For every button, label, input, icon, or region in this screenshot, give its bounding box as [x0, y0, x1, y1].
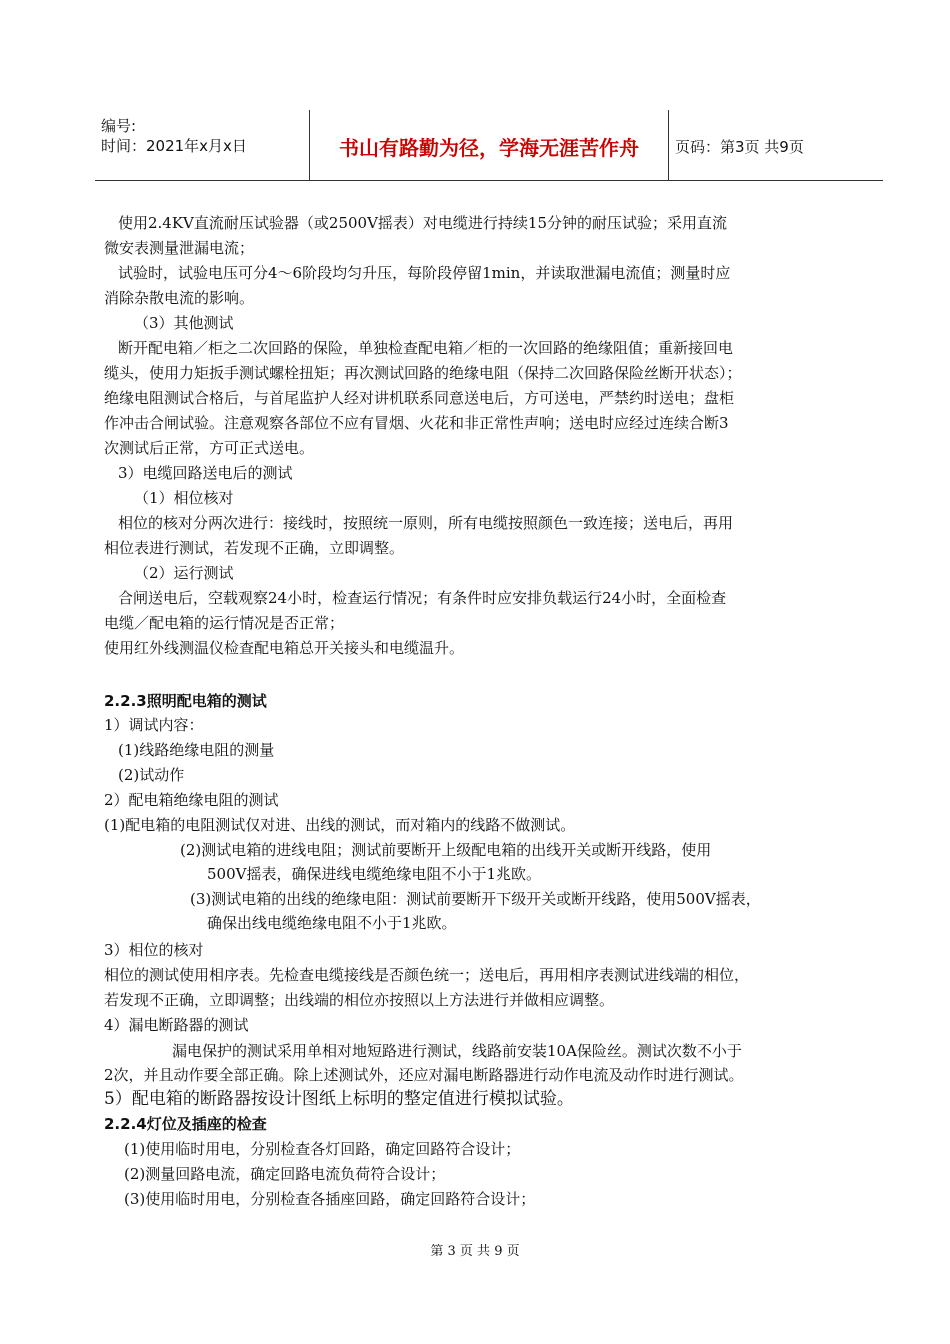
header-divider — [668, 110, 669, 180]
paragraph-line: 5）配电箱的断路器按设计图纸上标明的整定值进行模拟试验。 — [104, 1089, 574, 1109]
paragraph-line: 断开配电箱／柜之二次回路的保险，单独检查配电箱／柜的一次回路的绝缘阻值；重新接回电 — [118, 339, 734, 357]
paragraph-line: 若发现不正确，立即调整；出线端的相位亦按照以上方法进行并做相应调整。 — [104, 991, 615, 1009]
subheading: （2）运行测试 — [134, 564, 234, 582]
list-item: (1)线路绝缘电阻的测量 — [118, 741, 275, 759]
page-footer: 第 3 页 共 9 页 — [430, 1244, 520, 1259]
list-item: (1)使用临时用电，分别检查各灯回路，确定回路符合设计； — [124, 1140, 521, 1158]
header-page-number: 页码：第3页 共9页 — [675, 138, 804, 156]
paragraph-line: 相位表进行测试，若发现不正确，立即调整。 — [104, 539, 405, 557]
paragraph-line: 确保出线电缆绝缘电阻不小于1兆欧。 — [207, 914, 457, 932]
header-info — [101, 116, 301, 180]
paragraph-line: 2）配电箱绝缘电阻的测试 — [104, 791, 279, 809]
paragraph-line: 次测试后正常，方可正式送电。 — [104, 439, 315, 457]
paragraph-line: 3）相位的核对 — [104, 941, 204, 959]
list-item: (3)测试电箱的出线的绝缘电阻：测试前要断开下级开关或断开线路，使用500V摇表， — [190, 890, 761, 908]
paragraph-line: 作冲击合闸试验。注意观察各部位不应有冒烟、火花和非正常性声响；送电时应经过连续合断3 — [104, 414, 729, 432]
paragraph-line: 使用2.4KV直流耐压试验器（或2500V摇表）对电缆进行持续15分钟的耐压试验；采用直流 — [118, 214, 727, 232]
paragraph-line: 缆头，使用力矩扳手测试螺栓扭矩；再次测试回路的绝缘电阻（保持二次回路保险丝断开状态）； — [104, 364, 742, 382]
subheading: 3）电缆回路送电后的测试 — [118, 464, 293, 482]
paragraph-line: 消除杂散电流的影响。 — [104, 289, 255, 307]
doc-number-label: 编号: — [101, 117, 137, 135]
subheading: （3）其他测试 — [134, 314, 234, 332]
list-item: (2)测量回路电流，确定回路电流负荷符合设计； — [124, 1165, 446, 1183]
subheading: （1）相位核对 — [134, 489, 234, 507]
paragraph-line: 漏电保护的测试采用单相对地短路进行测试，线路前安装10A保险丝。测试次数不小于 — [172, 1042, 742, 1060]
list-item: (2)试动作 — [118, 766, 185, 784]
paragraph-line: 相位的测试使用相序表。先检查电缆接线是否颜色统一；送电后，再用相序表测试进线端的相位， — [104, 966, 750, 984]
paragraph-line: 微安表测量泄漏电流； — [104, 239, 255, 257]
paragraph-line: 4）漏电断路器的测试 — [104, 1016, 249, 1034]
header-divider — [309, 110, 310, 180]
paragraph-line: 电缆／配电箱的运行情况是否正常； — [104, 614, 345, 632]
paragraph-line: 绝缘电阻测试合格后，与首尾监护人经对讲机联系同意送电后，方可送电，严禁约时送电；盘柜 — [104, 389, 735, 407]
page-header — [95, 110, 883, 181]
paragraph-line: 相位的核对分两次进行：接线时，按照统一原则，所有电缆按照颜色一致连接；送电后，再用 — [118, 514, 734, 532]
header-motto: 书山有路勤为径，学海无涯苦作舟 — [339, 136, 639, 160]
paragraph-line: 使用红外线测温仪检查配电箱总开关接头和电缆温升。 — [104, 639, 465, 657]
list-item: (1)配电箱的电阻测试仅对进、出线的测试，而对箱内的线路不做测试。 — [104, 816, 576, 834]
list-item: (3)使用临时用电，分别检查各插座回路，确定回路符合设计； — [124, 1190, 536, 1208]
paragraph-line: 合闸送电后，空载观察24小时，检查运行情况；有条件时应安排负载运行24小时，全面检查 — [118, 589, 727, 607]
list-item: (2)测试电箱的进线电阻；测试前要断开上级配电箱的出线开关或断开线路，使用 — [180, 841, 712, 859]
paragraph-line: 2次，并且动作要全部正确。除上述测试外，还应对漏电断路器进行动作电流及动作时进行测试。 — [104, 1066, 744, 1084]
doc-time-label: 时间：2021年x月x日 — [101, 137, 247, 155]
paragraph-line: 1）调试内容： — [104, 716, 204, 734]
paragraph-line: 500V摇表，确保进线电缆绝缘电阻不小于1兆欧。 — [207, 865, 542, 883]
paragraph-line: 试验时，试验电压可分4～6阶段均匀升压，每阶段停留1min，并读取泄漏电流值；测量时应 — [118, 264, 731, 282]
section-heading: 2.2.3照明配电箱的测试 — [104, 692, 267, 710]
section-heading: 2.2.4灯位及插座的检查 — [104, 1115, 267, 1133]
